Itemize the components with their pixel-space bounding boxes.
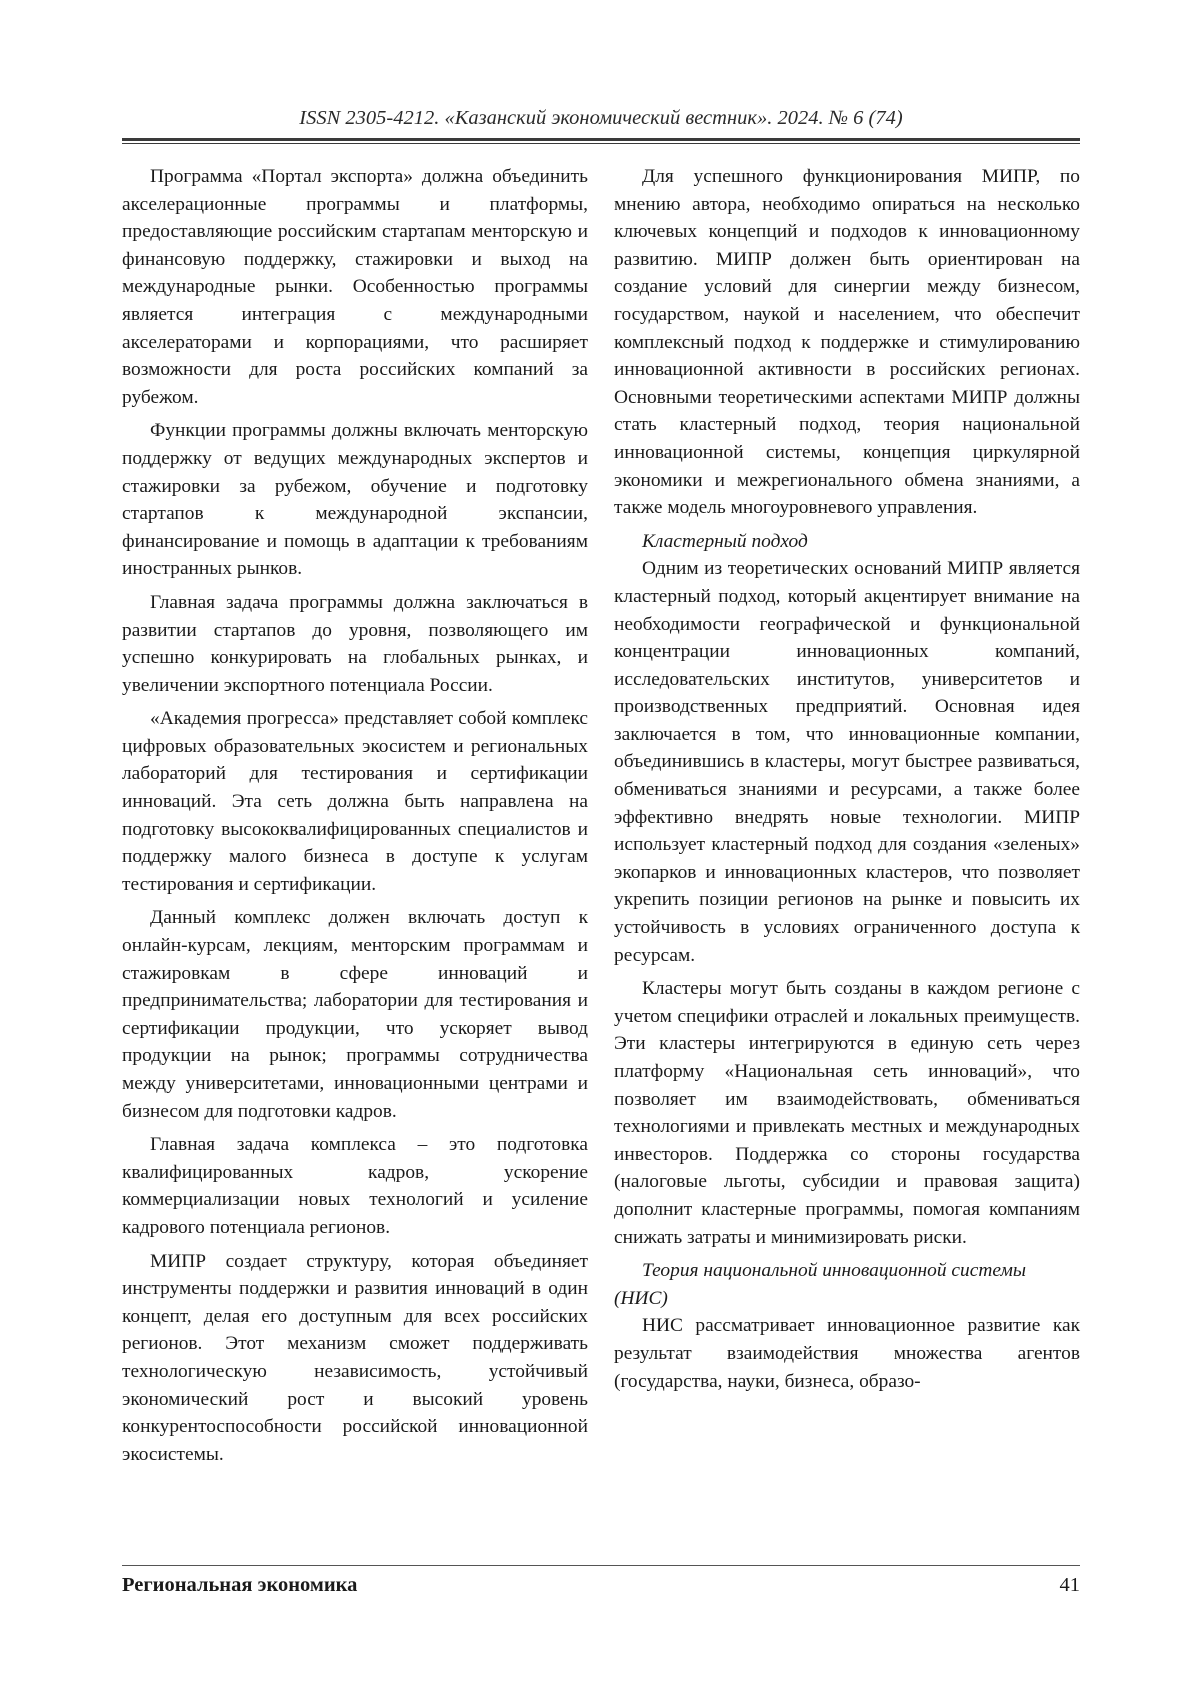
paragraph: Кластеры могут быть созданы в каждом регионе с учетом специфики отраслей и локальных преимуществ. Эти кластеры интегрируются в единую сеть через платформу «Национальная сеть инноваций», что позволяет им взаимодействовать, обмениваться технологиями и привлекать местных и международных инвесторов. Поддержка со стороны государства (налоговые льготы, субсидии и правовая защита) дополнит кластерные программы, помогая компаниям снижать затраты и минимизировать риски. (614, 978, 1080, 1248)
paragraph: Главная задача комплекса – это подготовка квалифицированных кадров, ускорение коммерциализации новых технологий и усиление кадрового потенциала регионов. (122, 1134, 588, 1238)
paragraph: «Академия прогресса» представляет собой комплекс цифровых образовательных экосистем и региональных лабораторий для тестирования и сертификации инноваций. Эта сеть должна быть направлена на подготовку высококвалифицированных специалистов и поддержку малого бизнеса в доступе к услугам тестирования и сертификации. (122, 708, 588, 895)
paragraph: Функции программы должны включать менторскую поддержку от ведущих международных экспертов и стажировки за рубежом, обучение и подготовку стартапов к международной экспансии, финансирование и помощь в адаптации к требованиям иностранных рынков. (122, 420, 588, 580)
paragraph: Программа «Портал экспорта» должна объединить акселерационные программы и платформы, предоставляющие российским стартапам менторскую и финансовую поддержку, стажировки и выход на международные рынки. Особенностью программы является интеграция с международными акселераторами и корпорациями, что расширяет возможности для роста российских компаний за рубежом. (122, 166, 588, 408)
page-number: 41 (1059, 1574, 1080, 1596)
paragraph: НИС рассматривает инновационное развитие как результат взаимодействия множества агентов (государства, науки, бизнеса, образо- (614, 1315, 1080, 1392)
right-column (614, 163, 1080, 1401)
header-rule (122, 138, 1080, 144)
paragraph: Данный комплекс должен включать доступ к онлайн-курсам, лекциям, менторским программам и стажировкам в сфере инноваций и предпринимательства; лаборатории для тестирования и сертификации продукции, что ускоряет вывод продукции на рынок; программы сотрудничества между университетами, инновационными центрами и бизнесом для подготовки кадров. (122, 907, 588, 1122)
left-column (122, 163, 588, 1474)
paragraph: МИПР создает структуру, которая объединяет инструменты поддержки и развития инноваций в один концепт, делая его доступным для всех российских регионов. Этот механизм сможет поддерживать технологическую независимость, устойчивый экономический рост и высокий уровень конкурентоспособности российской инновационной экосистемы. (122, 1250, 588, 1465)
running-head: ISSN 2305-4212. «Казанский экономический вестник». 2024. № 6 (74) (299, 107, 903, 129)
paragraph: Одним из теоретических оснований МИПР является кластерный подход, который акцентирует внимание на необходимости географической и функциональной концентрации инновационных компаний, исследовательских институтов, университетов и производственных предприятий. Основная идея заключается в том, что инновационные компании, объединившись в кластеры, могут быстрее развиваться, обмениваться знаниями и ресурсами, а также более эффективно внедрять новые технологии. МИПР использует кластерный подход для создания «зеленых» экопарков и инновационных кластеров, что позволяет укрепить позиции регионов на рынке и повысить их устойчивость в условиях ограниченного доступа к ресурсам. (614, 558, 1080, 966)
footer-section-title: Региональная экономика (122, 1574, 358, 1596)
section-subheading: Кластерный подход (642, 530, 808, 552)
footer-rule (122, 1565, 1080, 1566)
section-subheading: Теория национальной инновационной системы (НИС) (614, 1260, 1026, 1309)
paragraph: Для успешного функционирования МИПР, по мнению автора, необходимо опираться на несколько ключевых концепций и подходов к инновационному развитию. МИПР должен быть ориентирован на создание условий для синергии между бизнесом, государством, наукой и населением, что обеспечит комплексный подход к поддержке и стимулированию инновационной активности в российских регионах. Основными теоретическими аспектами МИПР должны стать кластерный подход, теория национальной инновационной системы, концепция циркулярной экономики и межрегионального обмена знаниями, а также модель многоуровневого управления. (614, 166, 1080, 519)
paragraph: Главная задача программы должна заключаться в развитии стартапов до уровня, позволяющего им успешно конкурировать на глобальных рынках, и увеличении экспортного потенциала России. (122, 591, 588, 696)
